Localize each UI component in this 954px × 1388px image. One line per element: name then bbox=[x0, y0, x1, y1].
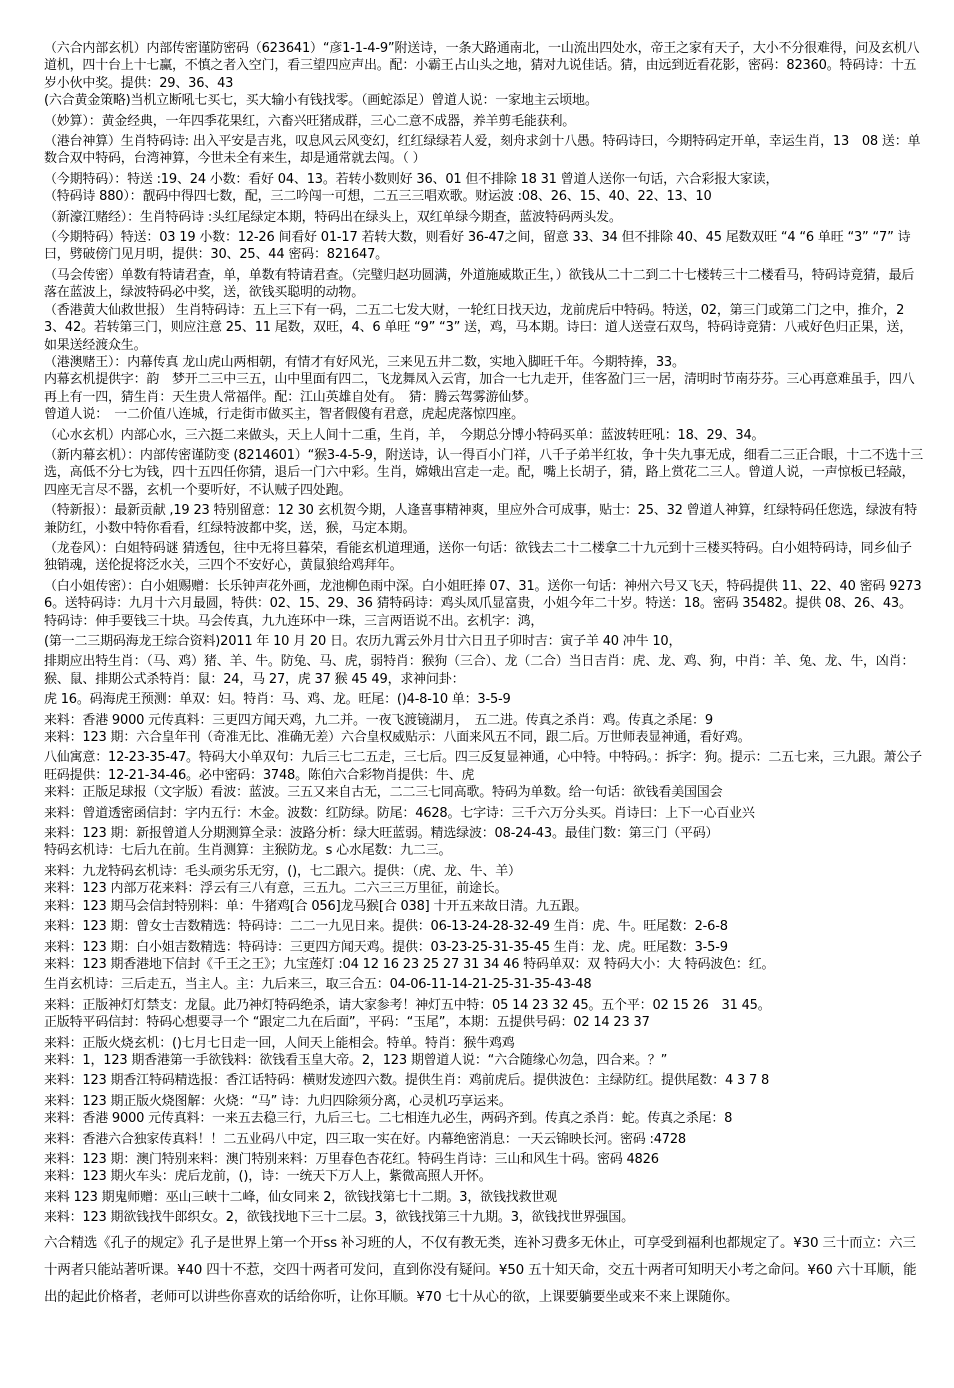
paragraph-ghost-master: 来料 123 期鬼师赠：巫山三峡十二峰，仙女同来 2，欲钱找第七十二期。3，欲钱找救世观 bbox=[44, 1189, 557, 1205]
paragraph-te-xin-bao: （特新报）：最新贡献 ,19 23 特别留意：12 30 玄机贺今期，人逢喜事精神爽，里应外合可成事，贴士：25、32 曾道人神算，红绿特码任您选，绿波有特兼防红，小数中特你看看，红绿特波都中奖，送，猴，马定本期。 bbox=[44, 503, 918, 536]
paragraph-mahui-envelope: 来料：123 期马会信封特别料：单：牛猪鸡[合 056]龙马猴[合 038] 十开五来故日清。九五跟。 bbox=[44, 898, 588, 914]
paragraph-xiangjiang-picks: 来料：123 期香江特码精选报：香江话特码：横财发迹四六数。提供生肖：鸡前虎后。提供波色：主绿防红。提供尾数：4 3 7 8 bbox=[44, 1073, 770, 1089]
paragraph-underground-envelope: 来料：123 期香港地下信封《千王之王》；九宝莲灯 :04 12 16 23 25 27 31 34 46 特码单双：双 特码大小：大 特码波色：红。 bbox=[44, 956, 775, 972]
paragraph-zeng-envelope: 来料：曾道透密函信封：字内五行：木金。波数：红防绿。防尾：4628。七字诗：三千六万分头买。肖诗曰：上下一心百业兴 bbox=[44, 805, 755, 821]
paragraph-xinhao-jiang: （新濠江赌经）：生肖特码诗 :头红尾绿定本期，特码出在绿头上，双红单绿今期查，蓝波特码两头发。 bbox=[44, 209, 622, 225]
paragraph-fire-clue: 来料：正版火烧玄机：()七月七日走一回，人间天上能相会。特单。特肖：猴牛鸡鸡 bbox=[44, 1035, 515, 1051]
paragraph-fire-diagram: 来料：123 期正版火烧图解：火烧：“马” 诗：九归四除须分离，心灵机巧享运来。 bbox=[44, 1093, 512, 1109]
paragraph-locomotive: 来料：123 期火车头：虎后龙前，()，诗：一统天下万人上，紫微高照人开怀。 bbox=[44, 1169, 492, 1185]
document-page bbox=[44, 40, 924, 1311]
paragraph-jiulong-poem: 来料：九龙特码玄机诗：毛头顽劣乐无穷，()，七二跟六。提供：（虎、龙、牛、羊） bbox=[44, 863, 521, 879]
paragraph-football-paper: 来料：正版足球报（文字版）看波：蓝波。三五又来自古无，二二三七同高歌。特码为单数。给一句话：欲钱看美国国会 bbox=[44, 785, 723, 801]
paragraph-zodiac-clue-poem: 生肖玄机诗：三后走五，当主人。主：九后来三，取三合五：04-06-11-14-21-25-31-35-43-48 bbox=[44, 977, 592, 993]
paragraph-confucius-rules: 六合精选《孔子的规定》孔子是世界上第一个开ss 补习班的人，不仅有教无类，连补习费多无休止，可享受到福利也都规定了。¥30 三十而立：六三十两者只能站著听课。¥40 四十不惹，交四十两者可发问，直到你没有疑问。¥50 五十知天命，交五十两者可知明天小考之命问。¥60 六十耳顺，能出的起此价格者，老师可以讲些你喜欢的话给你听，让你耳顺。¥70 七十从心的欲，上课要躺要坐或来不来上课随你。 bbox=[44, 1234, 917, 1305]
paragraph-huangdaxian: （香港黄大仙救世报） 生肖特码诗：五上三下有一码，二五二七发大财，一轮红日找天边，龙前虎后中特码。特送，02，第三门或第二门之中，推介，23、42。若转第三门，则应注意 25、11 尾数，双旺，4、6 单旺 “9” “3” 送，鸡，马本期。诗曰：道人送壹石双鸟，特码诗竟猜：八戒好色归正果，送，如果送经渡众生。 bbox=[44, 302, 913, 353]
paragraph-liuhe-annual: 来料：123 期：六合皇年刊（奇准无比、准确无差）六合皇权威贴示：八面来风五不同，跟二后。万世师表显神通，看好鸡。 bbox=[44, 730, 751, 746]
paragraph-new-paper-zeng: 来料：123 期：新报曾道人分期测算全录：波路分析：绿大旺蓝弱。精选绿波：08-24-43。最佳门数：第三门（平码） bbox=[44, 826, 719, 842]
paragraph-zodiac-schedule: 排期应出特生肖：（马、鸡）猪、羊、牛。防兔、马、虎，弱特肖：猴狗（三合）、龙（二合）当日吉肖：虎、龙、鸡、狗，中肖：羊、兔、龙、牛，凶肖：猴、鼠、排期公式杀特肖：鼠：24，马 27，虎 37 猴 45 49，求神问卦： bbox=[44, 654, 915, 687]
paragraph-gangtai-shensuan: （港台神算）生肖特码诗: 出入平安是吉兆，叹息风云风变幻，红红绿绿若人爱，刻舟求剑十八愚。特码诗曰，今期特码定开单，幸运生肖，13 08 送：单数合双中特码，台湾神算，今世未全有来生，却是通常就去闯。（ ） bbox=[44, 134, 921, 167]
paragraph-inside-clue: 内幕玄机提供字：韵 梦开二三中三五，山中里面有四二，飞龙舞凤入云宵，加合一七九走开，佳客盈门三一居，清明时节南芬芬。三心再意难虽手，四八再上有一四，猜生肖：天生贵人常福伴。配：江山英雄自处有。 猜：腾云驾雾游仙梦。 bbox=[44, 372, 915, 405]
paragraph-wanhua: 来料：123 内部万花来料：浮云有三八有意，三五九。二六三三万里征，前途长。 bbox=[44, 881, 508, 897]
paragraph-money-riddles: 来料：123 期欲钱找牛郎织女。2，欲钱找地下三十二层。3，欲钱找第三十九期。3，欲钱找世界强国。 bbox=[44, 1210, 634, 1226]
paragraph-mahui-secret: （马会传密）单数有特请君查，单，单数有特请君查。（完璧归赵功圆满，外道施威欺正生，）欲钱从二十二到二十七楼转三十二楼看马，特码诗竟猜，最后落在蓝波上，绿波特码必中奖，送，欲钱买聪明的动物。 bbox=[44, 267, 915, 301]
paragraph-magic-lamp: 来料：正版神灯灯禁支：龙鼠。此乃神灯特码绝杀，请大家参考！神灯五中特：05 14 23 32 45。五个平：02 15 26 31 45。 bbox=[44, 997, 771, 1013]
paragraph-special-poem-880: （特码诗 880）：靓码中得四七数，配，三二吟闯一可想，二五三三唱欢歌。财运波 :08、26、15、40、22、13、10 bbox=[44, 189, 712, 205]
paragraph-golden-strategy: (六合黄金策略)当机立断吼七买七，买大输小有钱找零。（画蛇添足）曾道人说：一家地主云顷地。 bbox=[44, 93, 598, 109]
paragraph-tornado: （龙卷风）：白姐特码谜 猜透包，往中无将旦暮荣，看能玄机道理通，送你一句话：欲钱去二十二楼拿二十九元到十三楼买特码。白小姐特码诗，同乡仙子独销魂，送伦捉将泛水关，三四个不安好心，黄鼠狼给鸡拜年。 bbox=[44, 540, 912, 574]
paragraph-tiger-king-forecast: 虎 16。码海虎王预测：单双：妇。特肖：马、鸡、龙。旺尾：()4-8-10 单：3-5-9 bbox=[44, 692, 511, 708]
paragraph-bai-xiaojie-picks: 来料：123 期：白小姐吉数精选：特码诗：三更四方闻天鸡。提供：03-23-25-31-35-45 生肖：龙、虎。旺尾数：3-5-9 bbox=[44, 939, 728, 955]
paragraph-miaosuan: （妙算）：黄金经典，一年四季花果红，六畜兴旺猪成群，三心二意不成器，养羊剪毛能获利。 bbox=[44, 113, 576, 129]
paragraph-fax-9000-1: 来料：香港 9000 元传真料：三更四方闻天鸡，九二并。一夜飞渡镜湖月， 五二进。传真之杀肖：鸡。传真之杀尾：9 bbox=[44, 712, 713, 728]
paragraph-hk-first-hand: 来料：1，123 期香港第一手欲钱料：欲钱看玉皇大帝。2，123 期曾道人说：“六合随缘心勿急，四合来。？” bbox=[44, 1052, 668, 1068]
paragraph-ms-zeng-picks: 来料：123 期：曾女士吉数精选：特码诗：二二一九见日来。提供：06-13-24-28-32-49 生肖：虎、牛。旺尾数：2-6-8 bbox=[44, 919, 728, 935]
paragraph-liuhe-inner-secret: （六合内部玄机）内部传密谨防密码（623641）“彦1-1-4-9”附送诗，一条大路通南北，一山流出四处水，帝王之家有天子，大小不分很难得，问及玄机八道机，四十台上十七赢，不慎之者入空门，看三望四应声出。配：小霸王占山头之地，猜对九说佳话。猜，由远到近看花影，密码：82360。特码诗：十五岁小伙中奖。提供：29、36、43 bbox=[44, 41, 920, 91]
paragraph-eight-immortals: 八仙寓意：12-23-35-47。特码大小单双句：九后三七二五走，三七后。四三反复显神通，心中特。中特码。：拆字：狗。提示：二五七来，三九跟。萧公子旺码提供：12-21-34-46。必中密码：3748。陈伯六合彩物肖提供：牛、虎 bbox=[44, 750, 922, 783]
paragraph-bai-xiaojie-secret: （白小姐传密）：白小姐赐赠：长乐钟声花外画，龙池柳色雨中深。白小姐旺捧 07、31。送你一句话：神州六号又飞天，特码提供 11、22、40 密码 92736。送特码诗：九月十六月最圆，特供：02、15、29、36 猜特码诗：鸡头凤爪显富贵，小姐今年二十岁。特送：18。密码 35482。提供 08、26、43。特码诗：伸手要钱三十块。马会传真，九九连环中一珠，三言两语说不出。玄机字：鸿， bbox=[44, 578, 922, 629]
paragraph-fax-9000-2: 来料：香港 9000 元传真料：一来五去稳三行，九后三七。二七相连九必生，两码齐到。传真之杀肖：蛇。传真之杀尾：8 bbox=[44, 1111, 733, 1127]
paragraph-flat-code-envelope: 正版特平码信封：特码心想要寻一个 “跟定二九在后面”，平码：“玉尾”，本期：五提供号码：02 14 23 37 bbox=[44, 1015, 650, 1031]
paragraph-zeng-daoren-1: 曾道人说： 一二价值八连城，行走街市做买主，智者假傻有君意，虎起虎落惊四座。 bbox=[44, 407, 524, 423]
paragraph-gangao-king: （港澳赌王）：内幕传真 龙山虎山两相朝，有情才有好风光，三来见五井二数，实地入脚旺千年。今期特捧，33。 bbox=[44, 354, 685, 370]
paragraph-xinshui-clue: （心水玄机）内部心水，三六挺二来做头，天上人间十二重，生肖，羊， 今期总分博小特码买单：蓝波转旺吼：18、29、34。 bbox=[44, 427, 765, 443]
paragraph-new-inside-clue: （新内幕玄机）：内部传密谨防变 (8214601）“猴3-4-5-9，附送诗，认一得百小门祥，八千子弟半红妆，争十失九事无成，细看二三正合眼，十二不选十三选，高低不分七为钱，四十五四任你猜，退后一门六中彩。生肖，嫦娥出宫走一走。配，嘴上长胡子，猜，路上赏花二三人。曾道人说，一声惊板已轻敲，四座无言尽不器，玄机一个要听好，不认贼子四处跑。 bbox=[44, 447, 924, 498]
paragraph-special-clue-poem: 特码玄机诗：七后九在前。生肖测算：主猴防龙。s 心水尾数：九二三。 bbox=[44, 843, 452, 859]
paragraph-macau-special: 来料：123 期：澳门特别来料：澳门特别来料：万里春色杏花红。特码生肖诗：三山和风生十码。密码 4826 bbox=[44, 1151, 659, 1167]
paragraph-hk-exclusive-fax: 来料：香港六合独家传真料！！二五业码八中定，四三取一实在好。内幕绝密消息：一天云锦映长河。密码 :4728 bbox=[44, 1131, 686, 1147]
paragraph-current-special-1: （今期特码）：特送 :19、24 小数：看好 04、13。若转小数则好 36、01 但不排除 18 31 曾道人送你一句话，六合彩报大家读， bbox=[44, 171, 779, 187]
paragraph-dragon-king-summary: (第一二三期码海龙王综合资料)2011 年 10 月 20 日。农历九霄云外月廿六日丑子卯时吉：寅子羊 40 冲牛 10， bbox=[44, 634, 682, 649]
paragraph-current-special-2: （今期特码）特送：03 19 小数：12-26 间看好 01-17 若转大数，则看好 36-47之间，留意 33、34 但不排除 40、45 尾数双旺 “4 “6 单旺 “3” “7” 诗曰，劈破傍门见月明，提供：30、25、44 密码：821647。 bbox=[44, 230, 911, 263]
